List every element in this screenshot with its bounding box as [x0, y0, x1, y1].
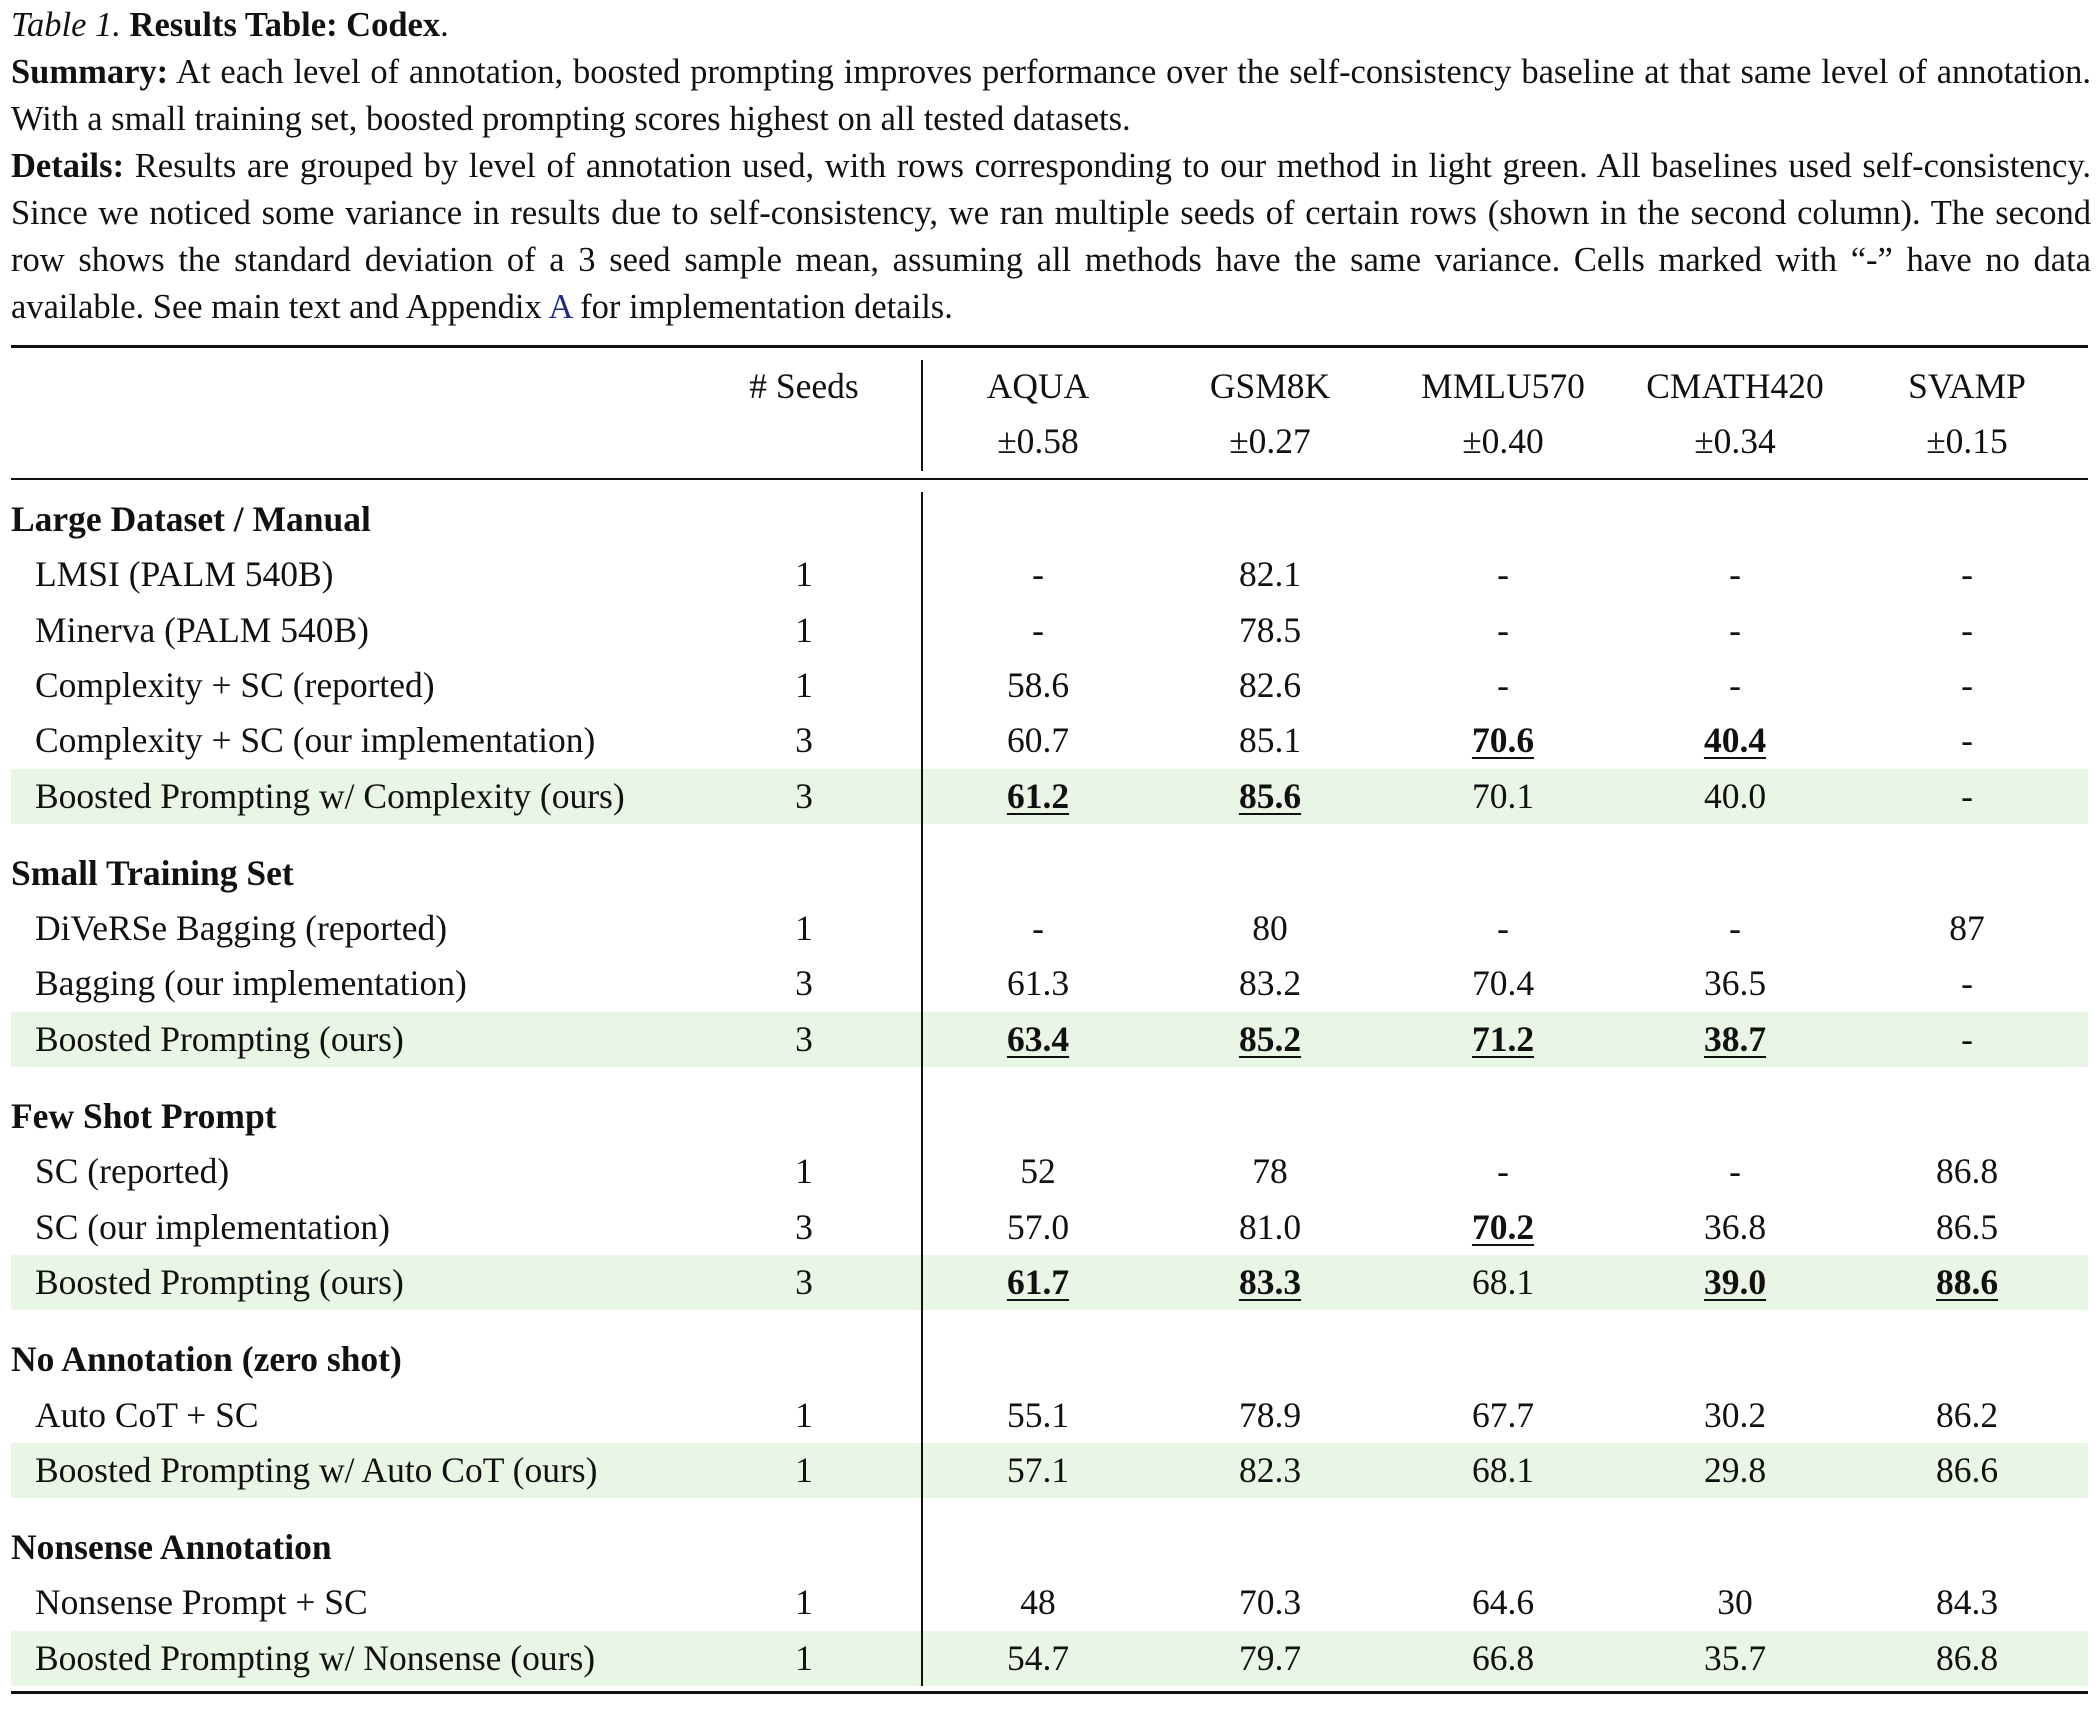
appendix-link[interactable]: A	[548, 288, 572, 326]
row-value: 58.6	[1006, 664, 1070, 705]
summary-label: Summary:	[11, 53, 169, 91]
row-value: 84.3	[1935, 1582, 1999, 1623]
row-value: 61.3	[1006, 963, 1070, 1004]
row-value: 86.5	[1935, 1206, 1999, 1247]
row-value: 68.1	[1471, 1261, 1535, 1302]
row-value: -	[1497, 908, 1509, 949]
row-value: -	[1961, 775, 1973, 816]
caption-details	[11, 143, 2091, 331]
seeds-header: # Seeds	[749, 366, 859, 406]
row-value: 61.2	[1006, 775, 1070, 816]
column-stddev: ±0.34	[1694, 421, 1776, 461]
row-value: 83.2	[1238, 963, 1302, 1004]
row-value: 86.8	[1935, 1151, 1999, 1192]
row-seeds: 1	[795, 1394, 813, 1435]
row-value: 40.0	[1703, 775, 1767, 816]
row-value: -	[1729, 664, 1741, 705]
row-value: 70.6	[1471, 720, 1535, 761]
column-header: SVAMP	[1908, 366, 2026, 406]
row-value: -	[1729, 609, 1741, 650]
row-method-name: LMSI (PALM 540B)	[35, 554, 334, 595]
row-seeds: 1	[795, 908, 813, 949]
row-value: 48	[1020, 1582, 1056, 1623]
row-value: 87	[1949, 908, 1985, 949]
summary-text: At each level of annotation, boosted prompting improves performance over the self-consistency baseline at that same level of annotation. With a small training set, boosted prompting scores highest on all tested datasets.	[11, 53, 2091, 138]
row-seeds: 3	[795, 775, 813, 816]
row-seeds: 3	[795, 1018, 813, 1059]
section-title: Small Training Set	[11, 852, 294, 893]
body-divider	[921, 492, 923, 1686]
row-method-name: Bagging (our implementation)	[35, 963, 467, 1004]
row-value: 36.8	[1703, 1206, 1767, 1247]
row-value: 70.2	[1471, 1206, 1535, 1247]
row-value: -	[1961, 609, 1973, 650]
column-stddev: ±0.58	[997, 421, 1079, 461]
row-seeds: 1	[795, 664, 813, 705]
row-value: 35.7	[1703, 1637, 1767, 1678]
caption-title-line: Table 1. Results Table: Codex.	[11, 6, 449, 44]
row-value: 70.4	[1471, 963, 1535, 1004]
row-method-name: DiVeRSe Bagging (reported)	[35, 908, 448, 949]
table-caption	[11, 2, 2091, 331]
table-label: Table 1.	[11, 6, 121, 44]
row-value: 38.7	[1703, 1018, 1767, 1059]
row-value: 85.1	[1238, 720, 1302, 761]
row-seeds: 1	[795, 1582, 813, 1623]
details-text: Results are grouped by level of annotation used, with rows corresponding to our method in light green. All baselines used self-consistency. Since we noticed some variance in results due to self-consistency, we ran multiple seeds of certain rows (shown in the second column). The second row shows the standard deviation of a 3 seed sample mean, assuming all methods have the same variance. Cells marked with “-” have no data available. See main text and Appendix	[11, 147, 2091, 326]
row-value: 78.9	[1238, 1394, 1302, 1435]
row-value: 70.3	[1238, 1582, 1302, 1623]
row-seeds: 3	[795, 1206, 813, 1247]
row-value: 30	[1717, 1582, 1753, 1623]
row-value: -	[1961, 554, 1973, 595]
row-value: 36.5	[1703, 963, 1767, 1004]
row-method-name: Boosted Prompting w/ Complexity (ours)	[35, 775, 625, 816]
row-method-name: Complexity + SC (reported)	[35, 664, 435, 705]
column-header: GSM8K	[1209, 366, 1331, 406]
column-header: AQUA	[986, 366, 1090, 406]
header-rule	[11, 478, 2088, 480]
row-value: 78	[1252, 1151, 1288, 1192]
row-value: -	[1497, 609, 1509, 650]
row-value: 78.5	[1238, 609, 1302, 650]
row-value: 82.1	[1238, 554, 1302, 595]
row-value: 39.0	[1703, 1261, 1767, 1302]
details-text-end: for implementation details.	[580, 288, 953, 326]
row-value: 85.6	[1238, 775, 1302, 816]
row-value: -	[1032, 554, 1044, 595]
table-title: Results Table: Codex	[129, 6, 441, 44]
row-value: 52	[1020, 1151, 1056, 1192]
row-value: -	[1961, 720, 1973, 761]
row-method-name: Boosted Prompting (ours)	[35, 1018, 404, 1059]
row-method-name: SC (our implementation)	[35, 1206, 390, 1247]
row-value: -	[1497, 664, 1509, 705]
column-stddev: ±0.40	[1462, 421, 1544, 461]
row-value: 83.3	[1238, 1261, 1302, 1302]
row-value: 40.4	[1703, 720, 1767, 761]
row-value: 30.2	[1703, 1394, 1767, 1435]
row-value: -	[1729, 554, 1741, 595]
row-value: 54.7	[1006, 1637, 1070, 1678]
row-value: -	[1497, 554, 1509, 595]
row-value: 82.6	[1238, 664, 1302, 705]
row-value: -	[1032, 609, 1044, 650]
column-stddev: ±0.15	[1926, 421, 2008, 461]
section-title: Nonsense Annotation	[11, 1527, 332, 1568]
column-header: CMATH420	[1646, 366, 1824, 406]
row-value: 79.7	[1238, 1637, 1302, 1678]
row-value: 71.2	[1471, 1018, 1535, 1059]
row-seeds: 1	[795, 1151, 813, 1192]
row-value: 85.2	[1238, 1018, 1302, 1059]
row-method-name: Boosted Prompting (ours)	[35, 1261, 404, 1302]
row-value: -	[1032, 908, 1044, 949]
row-value: 88.6	[1935, 1261, 1999, 1302]
row-value: -	[1961, 1018, 1973, 1059]
row-seeds: 1	[795, 1449, 813, 1490]
row-method-name: SC (reported)	[35, 1151, 230, 1192]
row-method-name: Complexity + SC (our implementation)	[35, 720, 596, 761]
header-divider	[921, 360, 923, 471]
row-value: 86.6	[1935, 1449, 1999, 1490]
row-value: 61.7	[1006, 1261, 1070, 1302]
section-title: Large Dataset / Manual	[11, 499, 371, 539]
column-header: MMLU570	[1421, 366, 1585, 406]
row-value: -	[1961, 963, 1973, 1004]
row-seeds: 1	[795, 1637, 813, 1678]
row-value: -	[1961, 664, 1973, 705]
row-value: 82.3	[1238, 1449, 1302, 1490]
column-stddev: ±0.27	[1229, 421, 1311, 461]
row-method-name: Boosted Prompting w/ Auto CoT (ours)	[35, 1449, 598, 1490]
row-value: 60.7	[1006, 720, 1070, 761]
row-value: 81.0	[1238, 1206, 1302, 1247]
row-value: 70.1	[1471, 775, 1535, 816]
row-value: 63.4	[1006, 1018, 1070, 1059]
bottom-rule	[11, 1691, 2088, 1694]
row-value: -	[1729, 1151, 1741, 1192]
caption-summary	[11, 49, 2091, 143]
row-seeds: 3	[795, 720, 813, 761]
row-value: 55.1	[1006, 1394, 1070, 1435]
row-value: 66.8	[1471, 1637, 1535, 1678]
section-title: No Annotation (zero shot)	[11, 1339, 402, 1380]
row-value: -	[1729, 908, 1741, 949]
row-method-name: Nonsense Prompt + SC	[35, 1582, 368, 1623]
row-method-name: Minerva (PALM 540B)	[35, 609, 369, 650]
details-label: Details:	[11, 147, 125, 185]
top-rule	[11, 345, 2088, 348]
row-value: 64.6	[1471, 1582, 1535, 1623]
row-value: 86.2	[1935, 1394, 1999, 1435]
row-seeds: 3	[795, 1261, 813, 1302]
row-value: 29.8	[1703, 1449, 1767, 1490]
row-value: 57.0	[1006, 1206, 1070, 1247]
row-method-name: Auto CoT + SC	[35, 1394, 259, 1435]
row-value: 68.1	[1471, 1449, 1535, 1490]
row-seeds: 3	[795, 963, 813, 1004]
row-seeds: 1	[795, 609, 813, 650]
row-value: 80	[1252, 908, 1288, 949]
row-method-name: Boosted Prompting w/ Nonsense (ours)	[35, 1637, 596, 1678]
row-value: 86.8	[1935, 1637, 1999, 1678]
row-value: -	[1497, 1151, 1509, 1192]
row-value: 67.7	[1471, 1394, 1535, 1435]
section-title: Few Shot Prompt	[11, 1096, 277, 1136]
row-value: 57.1	[1006, 1449, 1070, 1490]
row-seeds: 1	[795, 554, 813, 595]
